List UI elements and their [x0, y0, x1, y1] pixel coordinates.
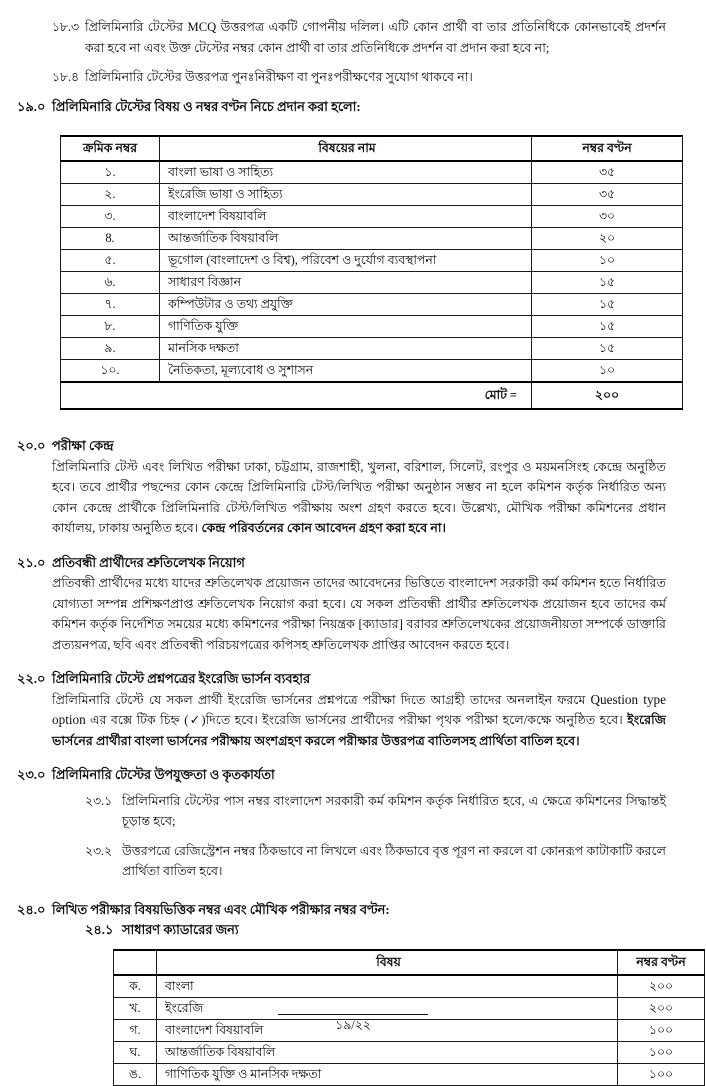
cell-marks: ২০	[532, 228, 683, 250]
table-row	[114, 1041, 705, 1063]
cell-subject: বাংলাদেশ বিষয়াবলি	[160, 206, 532, 228]
cell-serial: ৭.	[61, 294, 160, 316]
cell-key: ক.	[114, 975, 157, 998]
clause-23-2-text: উত্তরপত্রে রেজিস্ট্রেশন নম্বর ঠিকভাবে না লিখলে এবং ঠিকভাবে বৃত্ত পূরণ না করলে বা কোনরূপ কাটাকাটি করলে প্রার্থিতা বাতিল হবে।	[122, 843, 666, 878]
cell-subject: গাণিতিক যুক্তি ও মানসিক দক্ষতা	[157, 1063, 618, 1085]
cell-marks: ১০	[532, 360, 683, 383]
clause-23-2	[0, 841, 706, 882]
table-row	[61, 161, 683, 184]
table-row	[61, 360, 683, 383]
checkmark-icon: ✓	[188, 713, 202, 727]
table-row	[61, 294, 683, 316]
clause-21-0	[0, 553, 706, 574]
column-header-marks: নম্বর বণ্টন	[532, 136, 683, 161]
clause-19-0-heading: প্রিলিমিনারি টেস্টের বিষয় ও নম্বর বণ্টন নিচে প্রদান করা হলো:	[52, 99, 361, 114]
clause-18-3-number: ১৮.৩	[52, 20, 80, 34]
column-header-serial: ক্রমিক নম্বর	[61, 136, 160, 161]
table-row	[61, 272, 683, 294]
page-footer	[0, 1014, 706, 1033]
clause-18-3	[0, 17, 706, 58]
table-row	[61, 338, 683, 360]
clause-23-0-heading: প্রিলিমিনারি টেস্টের উপযুক্ততা ও কৃতকার্যতা	[52, 768, 275, 782]
cell-key: গ.	[114, 1019, 157, 1041]
clause-20-0	[0, 436, 706, 457]
cell-subject: বাংলা	[157, 975, 618, 998]
cell-serial: 8.	[61, 228, 160, 250]
clause-24-1	[0, 920, 706, 941]
table-row	[114, 1063, 705, 1085]
preliminary-table-footer	[61, 382, 683, 409]
clause-19-0	[0, 97, 706, 118]
cell-key: ঙ.	[114, 1063, 157, 1085]
clause-22-0-text-part1: প্রিলিমিনারি টেস্টে যে সকল প্রার্থী ইংরেজি ভার্সনের প্রশ্নপত্রে পরীক্ষা দিতে আগ্রহী তাদের অনলাইন ফরমে	[52, 692, 591, 707]
cell-subject: ভূগোল (বাংলাদেশ ও বিশ্ব), পরিবেশ ও দুর্যোগ ব্যবস্থাপনা	[160, 250, 532, 272]
table-row	[61, 184, 683, 206]
clause-24-0	[0, 900, 706, 921]
clause-21-0-heading: প্রতিবন্ধী প্রার্থীদের শ্রুতিলেখক নিয়োগ	[52, 555, 245, 570]
cell-marks: ১৫	[532, 338, 683, 360]
cell-subject: বাংলাদেশ বিষয়াবলি	[157, 1019, 618, 1041]
clause-21-0-number: ২১.০	[17, 555, 46, 570]
cell-serial: ১০.	[61, 360, 160, 383]
clause-18-4	[0, 67, 706, 88]
cell-marks: ১৫	[532, 272, 683, 294]
cell-subject: আন্তর্জাতিক বিষয়াবলি	[157, 1041, 618, 1063]
preliminary-marks-table	[60, 135, 683, 410]
cell-subject: মানসিক দক্ষতা	[160, 338, 532, 360]
cell-serial: ২.	[61, 184, 160, 206]
clause-18-4-text: প্রিলিমিনারি টেস্টের উত্তরপত্র পুনঃনিরীক্ষণ বা পুনঃপরীক্ষণের সুযোগ থাকবে না।	[85, 70, 473, 84]
cell-subject: ইংরেজি ভাষা ও সাহিত্য	[160, 184, 532, 206]
cell-key: ঘ.	[114, 1041, 157, 1063]
cell-serial: ৬.	[61, 272, 160, 294]
cell-marks: ১০০	[618, 1041, 705, 1063]
cell-serial: ৩.	[61, 206, 160, 228]
cell-serial: ৮.	[61, 316, 160, 338]
cell-marks: ২০০	[618, 997, 705, 1019]
table-row	[114, 975, 705, 998]
cell-marks: ৩০	[532, 206, 683, 228]
clause-23-0	[0, 765, 706, 786]
cell-serial: ১.	[61, 161, 160, 184]
clause-22-0-heading: প্রিলিমিনারি টেস্টে প্রশ্নপত্রের ইংরেজি ভার্সন ব্যবহার	[52, 672, 311, 686]
cell-marks: ৩৫	[532, 184, 683, 206]
option-label: option	[52, 712, 86, 727]
cell-subject: বাংলা ভাষা ও সাহিত্য	[160, 161, 532, 184]
clause-23-1	[0, 791, 706, 832]
cell-marks: ১০০	[618, 1063, 705, 1085]
cell-subject: আন্তর্জাতিক বিষয়াবলি	[160, 228, 532, 250]
preliminary-table-body	[61, 161, 683, 382]
clause-22-0-text-part3: )দিতে হবে। ইংরেজি ভার্সনের প্রার্থীদের পরীক্ষা পৃথক পরীক্ষা হলে/কক্ষে অনুষ্ঠিত হবে।	[201, 713, 623, 727]
column-header-subject: বিষয়	[157, 950, 618, 975]
cell-serial: ৫.	[61, 250, 160, 272]
cell-subject: গাণিতিক যুক্তি	[160, 316, 532, 338]
cell-subject: ইংরেজি	[157, 997, 618, 1019]
cell-marks: ২০০	[618, 975, 705, 998]
total-value: ২০০	[532, 382, 683, 409]
clause-19-0-number: ১৯.০	[17, 99, 46, 114]
clause-18-3-text: প্রিলিমিনারি টেস্টের MCQ উত্তরপত্র একটি গোপনীয় দলিল। এটি কোন প্রার্থী বা তার প্রতিনিধিকে কোনভাবেই প্রদর্শন করা হবে না এবং উক্ত টেস্টের নম্বর কোন প্রার্থী বা তার প্রতিনিধিকে প্রদর্শন বা প্রদান করা হবে না;	[85, 20, 666, 55]
clause-24-1-heading: সাধারণ ক্যাডারের জন্য	[122, 923, 239, 937]
table-header-row	[114, 950, 705, 975]
clause-23-2-number: ২৩.২	[85, 843, 113, 858]
clause-24-0-number: ২৪.০	[17, 902, 46, 917]
table-row	[61, 228, 683, 250]
total-label: মোট =	[61, 382, 532, 409]
table-row	[61, 316, 683, 338]
table-row	[61, 206, 683, 228]
clause-20-0-number: ২০.০	[17, 439, 46, 453]
column-header-subject: বিষয়ের নাম	[160, 136, 532, 161]
clause-22-0-text	[52, 690, 666, 752]
clause-20-0-text-emphasis: কেন্দ্র পরিবর্তনের কোন আবেদন গ্রহণ করা হবে না।	[201, 521, 447, 535]
table-total-row	[61, 382, 683, 409]
cell-subject: সাধারণ বিজ্ঞান	[160, 272, 532, 294]
clause-21-0-text: প্রতিবন্ধী প্রার্থীদের মধ্যে যাদের শ্রুতিলেখক প্রয়োজন তাদের আবেদনের ভিত্তিতে বাংলাদেশ সরকারী কর্ম কমিশন হতে নির্ধারিত যোগ্যতা সম্পন্ন প্রশিক্ষণপ্রাপ্ত শ্রুতিলেখক নিয়োগ করা হবে। যে সকল প্রতিবন্ধী প্রার্থীর শ্রুতিলেখক প্রয়োজন হবে তাদের কর্ম কমিশন কর্তৃক নির্দেশিত সময়ের মধ্যে কমিশনের পরীক্ষা নিয়ন্ত্রক [ক্যাডার] বরাবর শ্রুতিলেখকের প্রয়োজনীয়তা সম্পর্কে ডাক্তারি প্রত্যয়নপত্র, ছবি এবং প্রতিবন্ধী পরিচয়পত্রের কপিসহ শ্রুতিলেখক প্রাপ্তির আবেদন করতে হবে।	[52, 576, 666, 652]
cell-marks: ১০	[532, 250, 683, 272]
column-header-marks: নম্বর বণ্টন	[618, 950, 705, 975]
cell-marks: ১৫	[532, 294, 683, 316]
table-row	[61, 250, 683, 272]
clause-22-0-text-emphasis: ইংরেজি ভার্সনের প্রার্থীরা বাংলা ভার্সনের পরীক্ষায় অংশগ্রহণ করলে পরীক্ষার উত্তরপত্র বাতিলসহ প্রার্থিতা বাতিল হবে।	[52, 713, 666, 748]
cell-marks: ৩৫	[532, 161, 683, 184]
clause-20-0-text	[52, 457, 666, 539]
clause-24-1-number: ২৪.১	[85, 923, 114, 937]
column-header-key	[114, 950, 157, 975]
clause-24-0-heading: লিখিত পরীক্ষার বিষয়ভিত্তিক নম্বর এবং মৌখিক পরীক্ষার নম্বর বণ্টন:	[52, 902, 390, 917]
page-number: ১৯/২২	[335, 1018, 371, 1032]
question-type-label: Question type	[590, 691, 666, 707]
table-header-row	[61, 136, 683, 161]
clause-22-0-text-part2: এর বক্সে টিক চিহ্ন (	[85, 713, 189, 727]
clause-20-0-heading: পরীক্ষা কেন্দ্র	[52, 439, 114, 453]
cell-marks: ১০০	[618, 1019, 705, 1041]
cell-serial: ৯.	[61, 338, 160, 360]
clause-22-0-number: ২২.০	[17, 672, 46, 686]
footer-divider	[278, 1014, 428, 1015]
clause-18-4-number: ১৮.৪	[52, 70, 80, 84]
cell-marks: ১৫	[532, 316, 683, 338]
clause-23-1-number: ২৩.১	[85, 793, 113, 808]
cell-subject: নৈতিকতা, মূল্যবোধ ও সুশাসন	[160, 360, 532, 383]
clause-20-0-text-main: প্রিলিমিনারি টেস্ট এবং লিখিত পরীক্ষা ঢাকা, চট্টগ্রাম, রাজশাহী, খুলনা, বরিশাল, সিলেট, রংপুর ও ময়মনসিংহ কেন্দ্রে অনুষ্ঠিত হবে। তবে প্রার্থীর পছন্দের কোন কেন্দ্রে প্রিলিমিনারি টেস্ট/লিখিত পরীক্ষা অনুষ্ঠান সম্ভব না হলে কমিশন কর্তৃক নির্ধারিত অন্য কোন কেন্দ্রে প্রার্থীকে প্রিলিমিনারি টেস্ট/লিখিত পরীক্ষায় অংশ গ্রহণ করতে হবে। উল্লেখ্য, মৌখিক পরীক্ষা কমিশনের প্রধান কার্যালয়, ঢাকায় অনুষ্ঠিত হবে।	[52, 459, 666, 535]
clause-22-0	[0, 669, 706, 690]
cell-subject: কম্পিউটার ও তথ্য প্রযুক্তি	[160, 294, 532, 316]
clause-23-1-text: প্রিলিমিনারি টেস্টের পাস নম্বর বাংলাদেশ সরকারী কর্ম কমিশন কর্তৃক নির্ধারিত হবে, এ ক্ষেত্রে কমিশনের সিদ্ধান্তই চূড়ান্ত হবে;	[122, 793, 666, 828]
cell-key: খ.	[114, 997, 157, 1019]
clause-23-0-number: ২৩.০	[17, 768, 46, 782]
